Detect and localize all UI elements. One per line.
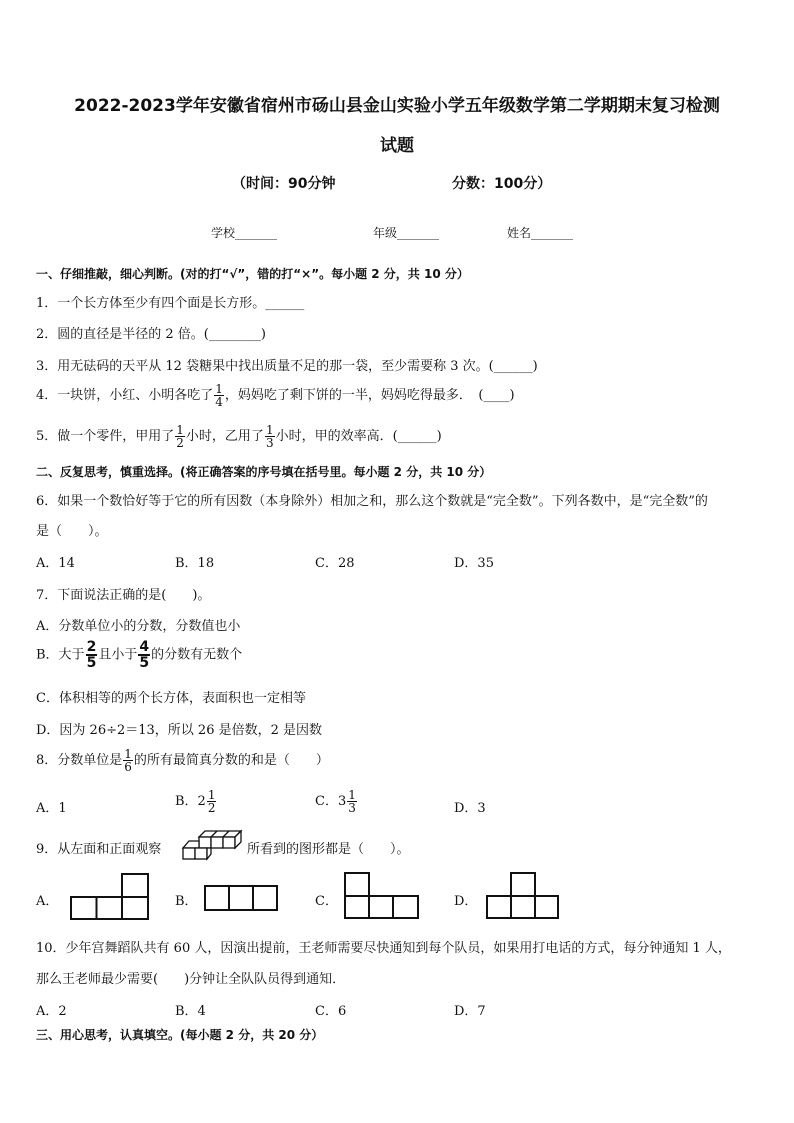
question-6-line1: 6．如果一个数恰好等于它的所有因数（本身除外）相加之和，那么这个数就是“完全数”。下列各数中，是“完全数”的 [36,494,708,509]
q7b-fraction-1 [86,640,98,670]
question-7: 7．下面说法正确的是( )。 [36,588,211,603]
page-title-line1: 2022-2023学年安徽省宿州市砀山县金山实验小学五年级数学第二学期期末复习检测 [74,96,720,116]
q8-option-b [175,789,217,814]
section2-heading: 二、反复思考，慎重选择。(将正确答案的序号填在括号里。每小题 2 分，共 10 分） [36,465,492,479]
q7-option-d: D．因为 26÷2＝13，所以 26 是倍数，2 是因数 [36,723,323,738]
q8-option-d: D．3 [454,801,486,816]
q5-text-mid: 小时，乙用了 [185,429,264,444]
q9-option-b-label: B． [175,894,198,909]
section1-heading: 一、仔细推敲，细心判断。(对的打“√”，错的打“×”。每小题 2 分，共 10 分） [36,267,469,281]
question-8 [36,748,329,773]
q8b-frac-num: 1 [207,788,216,802]
section3-heading: 三、用心思考，认真填空。(每小题 2 分，共 20 分） [36,1028,324,1042]
exam-time: （时间：90分钟 [232,176,336,192]
question-6-line2: 是（ ）。 [36,524,108,539]
q5-text-pre: 5．做一个零件，甲用了 [36,429,175,444]
q9-option-b-figure [204,885,280,912]
q5-frac2-num: 1 [265,423,274,437]
q8-option-a: A．1 [36,801,67,816]
name-field: 姓名_______ [507,226,574,240]
q8b-fraction [207,789,217,814]
question-9-pre: 9．从左面和正面观察 [36,842,162,857]
q4-fraction [214,383,224,408]
grade-field: 年级_______ [373,226,440,240]
q6-option-a: A．14 [36,556,75,571]
q4-frac-den: 4 [215,395,223,409]
q6-option-b: B．18 [175,556,215,571]
q8-text-post: 的所有最简真分数的和是（ ） [133,753,329,768]
q4-text-pre: 4．一块饼，小红、小明各吃了 [36,388,214,403]
q8b-text: B．2 [175,794,206,809]
q6-option-c: C．28 [315,556,355,571]
q7-option-a: A．分数单位小的分数，分数值也小 [36,619,241,634]
q9-option-d-label: D． [454,894,478,909]
page-title-line2: 试题 [380,136,414,156]
q8-frac-num: 1 [124,747,132,761]
q5-frac2-den: 3 [265,436,274,450]
question-4 [36,383,515,408]
q5-frac1-den: 2 [176,436,184,450]
q8b-frac-den: 2 [207,801,216,815]
q10-option-c: C．6 [315,1004,347,1019]
q8c-text: C．3 [315,794,347,809]
question-1: 1．一个长方体至少有四个面是长方形。______ [36,296,305,311]
q10-option-b: B．4 [175,1004,206,1019]
q10-option-a: A．2 [36,1004,67,1019]
q6-option-d: D．35 [454,556,494,571]
q8c-fraction [347,789,357,814]
question-9-post: 所看到的图形都是（ ）。 [247,842,410,857]
q7b-frac2-num: 4 [139,639,150,655]
q9-option-a-label: A． [36,894,59,909]
q8-fraction [123,748,133,773]
q7b-fraction-2 [138,640,150,670]
q7b-frac1-num: 2 [86,639,97,655]
q9-option-a-figure [70,873,152,921]
q7-option-b [36,640,242,670]
q9-option-c-label: C． [315,894,338,909]
q5-fraction-1 [175,424,185,449]
q8c-frac-num: 1 [348,788,356,802]
question-3: 3．用无砝码的天平从 12 袋糖果中找出质量不足的那一袋，至少需要称 3 次。(______) [36,359,538,374]
exam-score: 分数：100分） [452,176,552,192]
q8c-frac-den: 3 [348,801,356,815]
q4-frac-num: 1 [215,382,223,396]
q7b-frac2-den: 5 [139,655,150,671]
question-10-line1: 10．少年宫舞蹈队共有 60 人，因演出提前，王老师需要尽快通知到每个队员，如果用打电话的方式，每分钟通知 1 人， [36,941,731,956]
q7b-text-post: 的分数有无数个 [151,647,243,663]
school-field: 学校_______ [211,226,278,240]
question-2: 2．圆的直径是半径的 2 倍。(________) [36,327,266,342]
q9-option-d-figure [486,872,562,920]
q7-option-c: C．体积相等的两个长方体，表面积也一定相等 [36,691,306,706]
q8-text-pre: 8．分数单位是 [36,753,123,768]
question-5 [36,424,442,449]
q4-text-post: ，妈妈吃了剩下饼的一半，妈妈吃得最多． (____) [224,388,515,403]
q8-option-c [315,789,358,814]
question-10-line2: 那么王老师最少需要( )分钟让全队队员得到通知． [36,972,346,987]
q7b-text-pre: B．大于 [36,647,85,663]
q8-frac-den: 6 [124,760,132,774]
q10-option-d: D．7 [454,1004,486,1019]
q5-frac1-num: 1 [176,423,184,437]
q5-text-post: 小时，甲的效率高．(______) [275,429,442,444]
q7b-frac1-den: 5 [86,655,97,671]
q9-3d-cubes-figure [183,827,245,861]
q5-fraction-2 [265,424,275,449]
q7b-text-mid: 且小于 [98,647,138,663]
q9-option-c-figure [344,872,422,920]
